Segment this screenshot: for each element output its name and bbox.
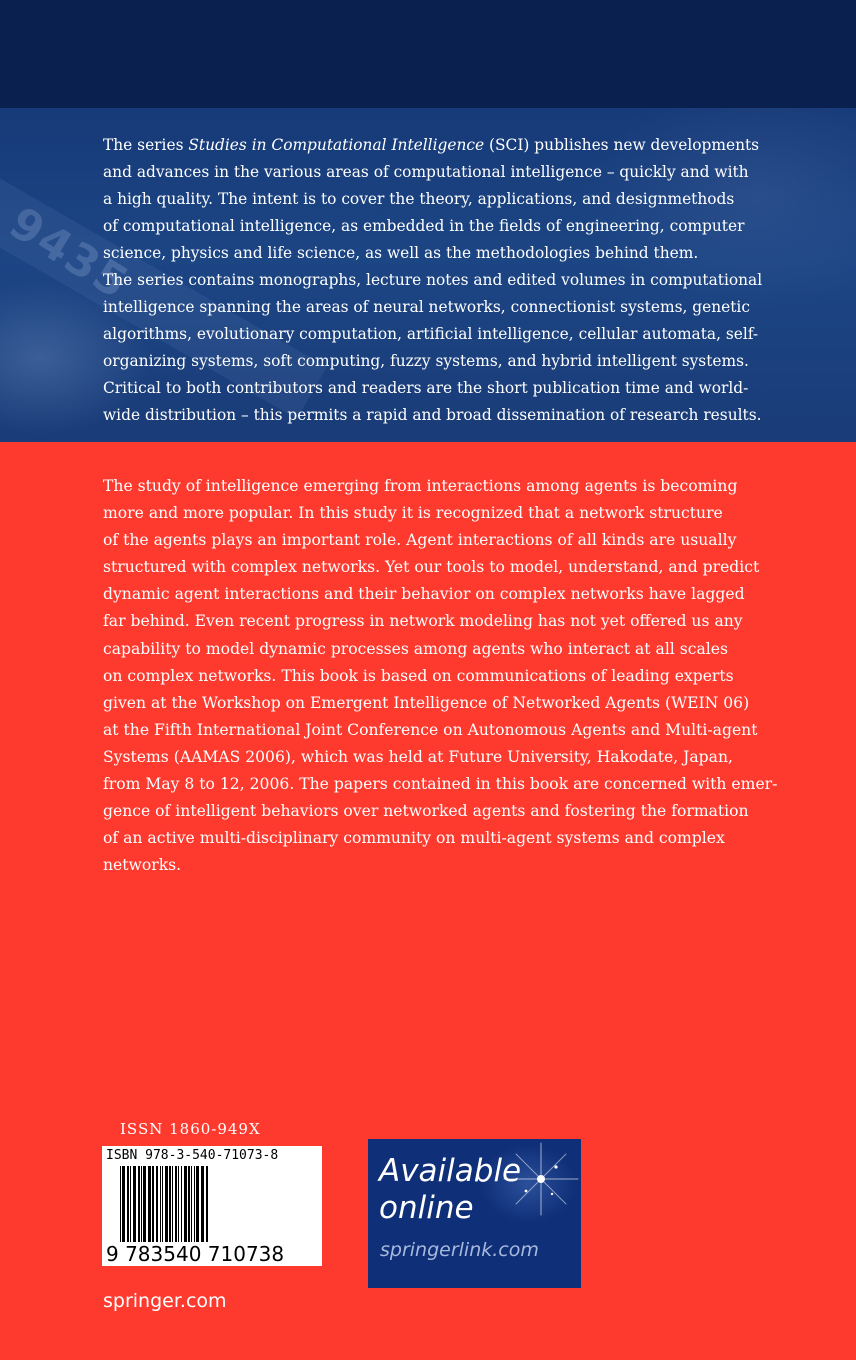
barcode-bar	[120, 1166, 121, 1244]
text-line: The study of intelligence emerging from interactions among agents is becoming	[103, 477, 738, 495]
isbn-barcode	[102, 1146, 322, 1266]
text-line: dynamic agent interactions and their behavior on complex networks have lagged	[103, 585, 745, 604]
barcode-bar	[194, 1166, 195, 1244]
text-line: of computational intelligence, as embedded in the fields of engineering, computer	[103, 217, 745, 235]
text-line: a high quality. The intent is to cover the theory, applications, and designmethods	[103, 190, 735, 208]
barcode-bar	[201, 1166, 204, 1244]
text-line: intelligence spanning the areas of neural networks, connectionist systems, genetic	[103, 298, 750, 316]
barcode-bar	[184, 1166, 187, 1244]
text-line: on complex networks. This book is based on communications of leading experts	[103, 666, 734, 685]
text-line: Critical to both contributors and readers are the short publication time and world-	[103, 379, 749, 397]
barcode-bar	[127, 1166, 129, 1244]
barcode-bar	[181, 1166, 182, 1244]
text-line: organizing systems, soft computing, fuzzy systems, and hybrid intelligent systems.	[103, 352, 749, 370]
series-paragraph-1	[103, 132, 783, 267]
barcode-bar	[196, 1166, 199, 1244]
barcode-bar	[122, 1166, 125, 1244]
barcode-bar	[141, 1166, 142, 1244]
barcode-bar	[162, 1166, 163, 1244]
text-line: of an active multi-disciplinary community on multi-agent systems and complex	[103, 829, 725, 848]
barcode-bar	[206, 1166, 208, 1244]
text-line: The series Studies in Computational Intelligence (SCI) publishes new developments	[103, 136, 760, 154]
series-paragraph-2	[103, 267, 783, 429]
text-line: gence of intelligent behaviors over networked agents and fostering the formation	[103, 802, 749, 821]
barcode-bar	[178, 1166, 179, 1244]
barcode-bar	[148, 1166, 151, 1244]
text-line: structured with complex networks. Yet our tools to model, understand, and predict	[103, 558, 760, 577]
text-line: The series contains monographs, lecture notes and edited volumes in computational	[103, 271, 763, 289]
text-line: at the Fifth International Joint Conference on Autonomous Agents and Multi-agent	[103, 720, 758, 739]
available-online-badge[interactable]	[368, 1139, 581, 1288]
text-line: Systems (AAMAS 2006), which was held at Future University, Hakodate, Japan,	[103, 747, 733, 766]
top-band	[0, 0, 856, 108]
barcode-bar	[133, 1166, 136, 1244]
text-line: algorithms, evolutionary computation, artificial intelligence, cellular automata, self-	[103, 325, 759, 343]
book-abstract	[103, 473, 783, 879]
barcode-digits: 9 783540 710738	[106, 1242, 285, 1266]
barcode-bar	[160, 1166, 161, 1244]
barcode-bar	[156, 1166, 158, 1244]
issn-label: ISSN 1860-949X	[120, 1120, 261, 1138]
barcode-bar	[188, 1166, 190, 1244]
text-line: capability to model dynamic processes among agents who interact at all scales	[103, 639, 728, 658]
text-line: wide distribution – this permits a rapid and broad dissemination of research results.	[103, 406, 762, 424]
background-digits-decoration: 9435	[0, 197, 139, 310]
text-line: from May 8 to 12, 2006. The papers contained in this book are concerned with emer-	[103, 775, 778, 794]
publisher-url[interactable]: springer.com	[103, 1290, 227, 1312]
barcode-bar	[165, 1166, 168, 1244]
text-line: networks.	[103, 856, 182, 875]
series-title: Studies in Computational Intelligence	[188, 136, 485, 154]
text-line: and advances in the various areas of computational intelligence – quickly and with	[103, 163, 749, 181]
isbn-label: ISBN 978-3-540-71073-8	[106, 1148, 279, 1163]
badge-title: Available online	[379, 1153, 522, 1226]
barcode-bar	[138, 1166, 140, 1244]
barcode-bar	[191, 1166, 192, 1244]
springerlink-url[interactable]: springerlink.com	[380, 1239, 539, 1261]
barcode-bar	[143, 1166, 146, 1244]
text-line: given at the Workshop on Emergent Intelligence of Networked Agents (WEIN 06)	[103, 693, 750, 712]
text-line: more and more popular. In this study it is recognized that a network structure	[103, 504, 723, 523]
series-description	[103, 132, 783, 429]
barcode-bar	[169, 1166, 171, 1244]
barcode-bar	[130, 1166, 131, 1244]
barcode-bar	[175, 1166, 177, 1244]
text-line: of the agents plays an important role. Agent interactions of all kinds are usually	[103, 531, 737, 550]
text-line: science, physics and life science, as well as the methodologies behind them.	[103, 244, 699, 262]
barcode-bar	[172, 1166, 173, 1244]
text-line: far behind. Even recent progress in network modeling has not yet offered us any	[103, 612, 743, 631]
barcode-bar	[152, 1166, 154, 1244]
series-description-panel	[0, 108, 856, 442]
